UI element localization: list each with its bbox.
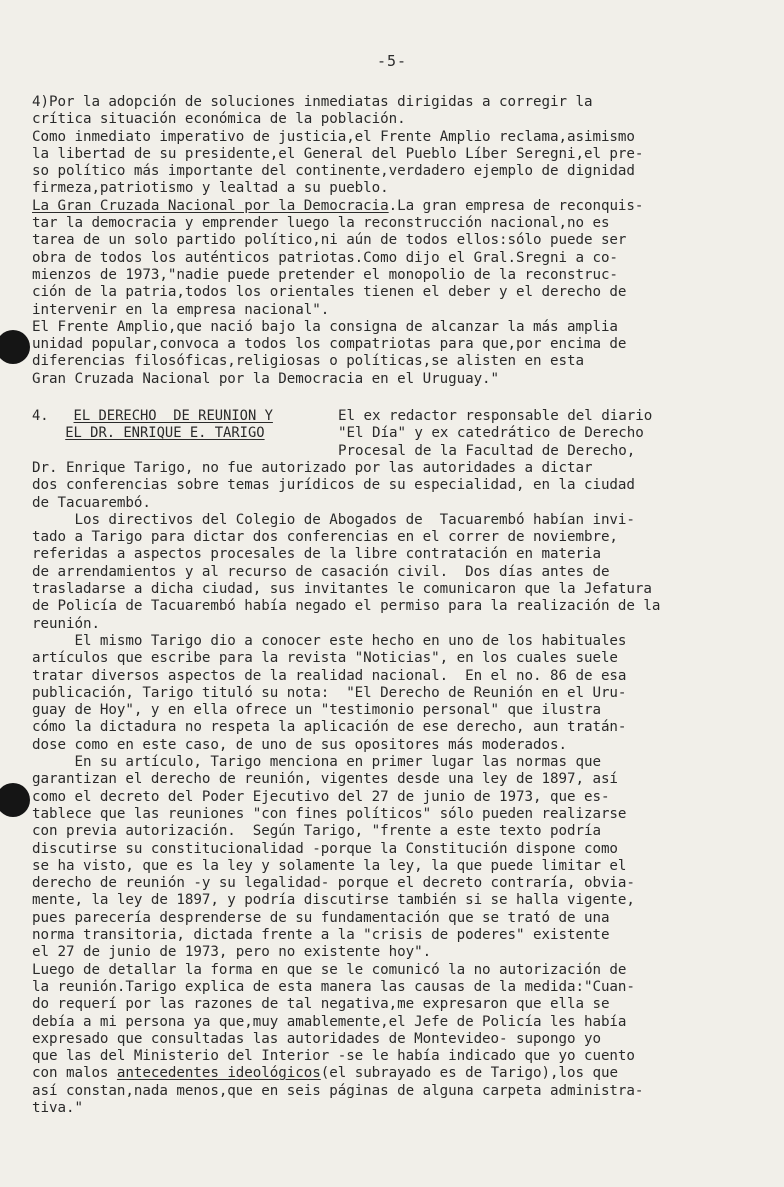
heading-text-2: EL DR. ENRIQUE E. TARIGO — [65, 425, 265, 442]
text-line: "El Día" y ex catedrático de Derecho — [338, 425, 644, 442]
section-body — [32, 460, 752, 1117]
intro-paragraph — [32, 94, 752, 388]
text-line: obra de todos los auténticos patriotas.Como dijo el Gral.Sregni a co- — [32, 249, 618, 266]
section-number: 4. — [32, 408, 49, 424]
text-line: guay de Hoy", y en ella ofrece un "testimonio personal" que ilustra — [32, 702, 601, 719]
text-line: derecho de reunión -y su legalidad- porque el decreto contraría, obvia- — [32, 875, 635, 892]
text-line: El ex redactor responsable del diario — [338, 408, 653, 424]
heading-line-1 — [32, 408, 322, 425]
text-line: la libertad de su presidente,el General del Pueblo Líber Seregni,el pre- — [32, 145, 644, 162]
heading-line-2 — [32, 425, 322, 442]
punch-hole-top — [0, 330, 30, 364]
text-line: artículos que escribe para la revista "Noticias", en los cuales suele — [32, 650, 618, 667]
text-line: mienzos de 1973,"nadie puede pretender el monopolio de la reconstruc- — [32, 266, 618, 283]
text-line: de Policía de Tacuarembó había negado el permiso para la realización de la — [32, 598, 661, 615]
text-line: unidad popular,convoca a todos los compatriotas para que,por encima de — [32, 336, 627, 353]
text-line: discutirse su constitucionalidad -porque la Constitución dispone como — [32, 840, 618, 857]
text-line: Dr. Enrique Tarigo, no fue autorizado por las autoridades a dictar — [32, 460, 593, 476]
final-pre: con malos — [32, 1065, 117, 1082]
text-line: so político más importante del continente,verdadero ejemplo de dignidad — [32, 163, 635, 180]
text-line: Los directivos del Colegio de Abogados de Tacuarembó habían invi- — [32, 511, 635, 528]
text-line: debía a mi persona ya que,muy amablemente,el Jefe de Policía les había — [32, 1013, 627, 1030]
text-line: En su artículo, Tarigo menciona en primer lugar las normas que — [32, 754, 601, 771]
text-line: norma transitoria, dictada frente a la "crisis de poderes" existente — [32, 927, 610, 944]
text-line: dose como en este caso, de uno de sus opositores más moderados. — [32, 736, 567, 753]
final-post: (el subrayado es de Tarigo),los que — [320, 1065, 618, 1082]
text-line: expresado que consultadas las autoridades de Montevideo- supongo yo — [32, 1030, 601, 1047]
text-line: como el decreto del Poder Ejecutivo del 27 de junio de 1973, que es- — [32, 788, 610, 805]
text-line: dos conferencias sobre temas jurídicos de su especialidad, en la ciudad — [32, 477, 635, 494]
text-line: publicación, Tarigo tituló su nota: "El Derecho de Reunión en el Uru- — [32, 684, 627, 701]
text-line: se ha visto, que es la ley y solamente la ley, la que puede limitar el — [32, 857, 627, 874]
text-line: tado a Tarigo para dictar dos conferencias en el correr de noviembre, — [32, 529, 618, 546]
section-heading — [32, 408, 322, 443]
text-line: 4)Por la adopción de soluciones inmediatas dirigidas a corregir la — [32, 94, 593, 110]
text-line: Luego de detallar la forma en que se le comunicó la no autorización de — [32, 961, 627, 978]
punch-hole-bottom — [0, 783, 30, 817]
text-line: crítica situación económica de la población. — [32, 111, 406, 128]
text-line: tiva." — [32, 1099, 83, 1116]
underlined-sentence-line — [32, 1065, 752, 1082]
text-line: mente, la ley de 1897, y podría discutirse también si se halla vigente, — [32, 892, 635, 909]
crusade-title: La Gran Cruzada Nacional por la Democracia — [32, 197, 389, 214]
text-line: Gran Cruzada Nacional por la Democracia en el Uruguay." — [32, 370, 500, 387]
text-line: referidas a aspectos procesales de la libre contratación en materia — [32, 546, 601, 563]
text-line: El mismo Tarigo dio a conocer este hecho en uno de los habituales — [32, 632, 627, 649]
text-line: do requerí por las razones de tal negativa,me expresaron que ella se — [32, 996, 610, 1013]
underlined-phrase: antecedentes ideológicos — [116, 1065, 321, 1082]
text-line: garantizan el derecho de reunión, vigentes desde una ley de 1897, así — [32, 771, 618, 788]
text-line: que las del Ministerio del Interior -se le había indicado que yo cuento — [32, 1048, 635, 1065]
text-line: de Tacuarembó. — [32, 494, 151, 511]
text-line: la reunión.Tarigo explica de esta manera las causas de la medida:"Cuan- — [32, 978, 635, 995]
text-line: Procesal de la Facultad de Derecho, — [338, 442, 636, 459]
text-line: así constan,nada menos,que en seis páginas de alguna carpeta administra- — [32, 1082, 644, 1099]
text-line: El Frente Amplio,que nació bajo la consigna de alcanzar la más amplia — [32, 318, 618, 335]
text-line: de arrendamientos y al recurso de casación civil. Dos días antes de — [32, 563, 610, 580]
text-line: tar la democracia y emprender luego la reconstrucción nacional,no es — [32, 215, 610, 232]
text-line: el 27 de junio de 1973, pero no existente hoy". — [32, 944, 432, 961]
text-line: intervenir en la empresa nacional". — [32, 301, 330, 318]
crusade-first-rest: .La gran empresa de reconquis- — [388, 197, 644, 214]
section-intro-column — [338, 408, 758, 460]
text-line: con previa autorización. Según Tarigo, "frente a este texto podría — [32, 823, 601, 840]
text-line: reunión. — [32, 615, 100, 632]
text-line: firmeza,patriotismo y lealtad a su pueblo. — [32, 180, 389, 197]
crusade-line — [32, 198, 752, 215]
text-line: tratar diversos aspectos de la realidad nacional. En el no. 86 de esa — [32, 667, 627, 684]
text-line: trasladarse a dicha ciudad, sus invitantes le comunicaron que la Jefatura — [32, 581, 652, 598]
heading-text-1: EL DERECHO DE REUNION Y — [73, 408, 273, 424]
text-line: tablece que las reuniones "con fines políticos" sólo pueden realizarse — [32, 805, 627, 822]
page-number: -5- — [376, 52, 408, 70]
text-line: pues parecería desprenderse de su fundamentación que se trató de una — [32, 909, 610, 926]
text-line: tarea de un solo partido político,ni aún de todos ellos:sólo puede ser — [32, 232, 627, 249]
text-line: cómo la dictadura no respeta la aplicación de ese derecho, aun tratán- — [32, 719, 627, 736]
text-line: diferencias filosóficas,religiosas o políticas,se alisten en esta — [32, 353, 584, 370]
text-line: ción de la patria,todos los orientales tienen el deber y el derecho de — [32, 284, 627, 301]
text-line: Como inmediato imperativo de justicia,el Frente Amplio reclama,asimismo — [32, 128, 635, 145]
